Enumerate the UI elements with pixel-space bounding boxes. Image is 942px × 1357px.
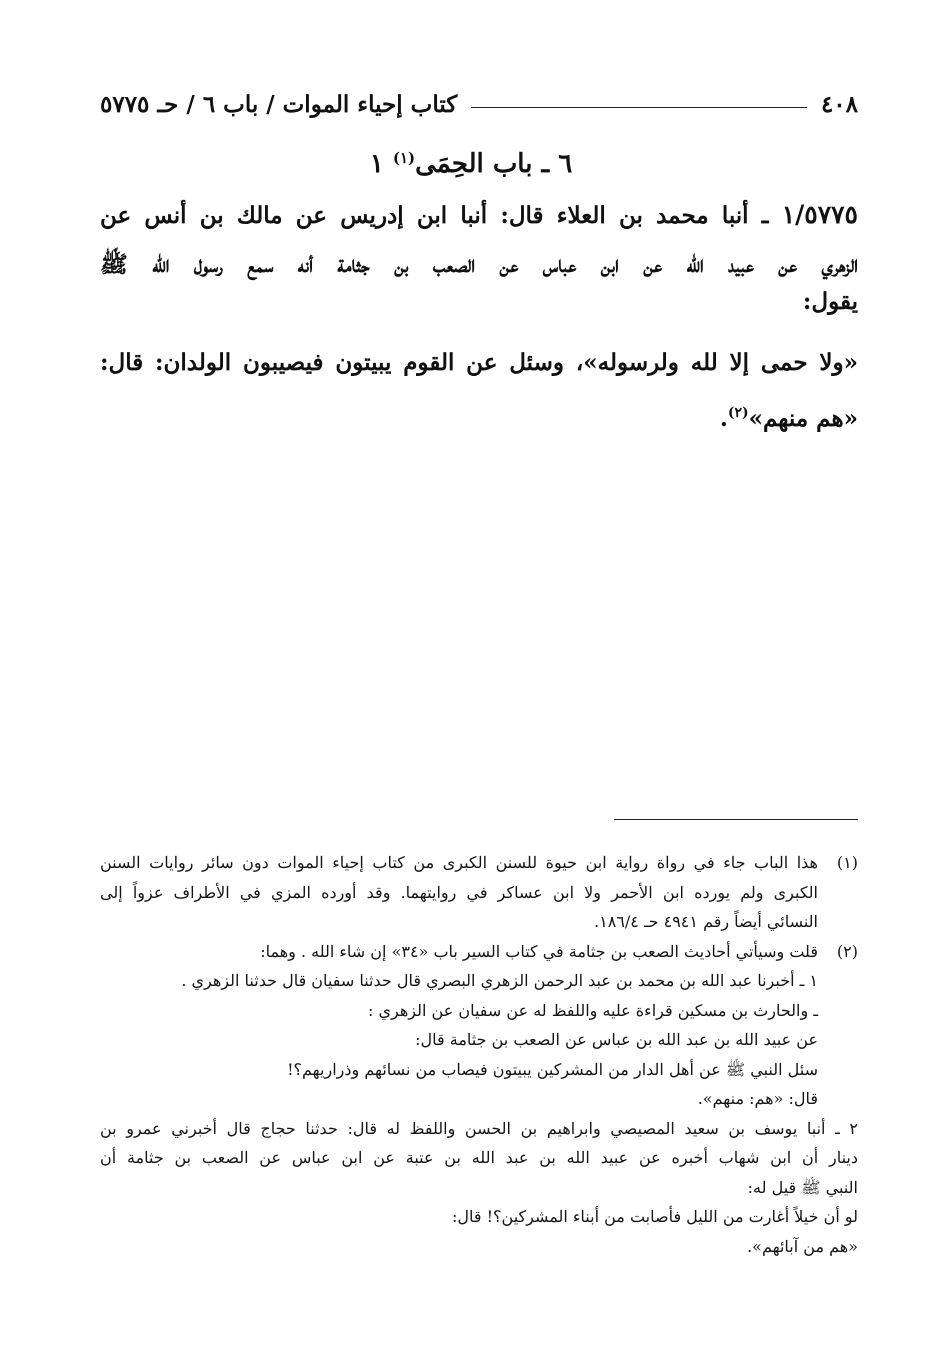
footnote-1-line-2: الكبرى ولم يورده ابن الأحمر ولا ابن عساكر في روايتهما. وقد أورده المزي في الأطراف عزواً إلى — [100, 882, 818, 902]
hadith-line-1 — [100, 190, 858, 240]
footnote-1-marker: (١) — [836, 853, 858, 872]
hadith-matn — [100, 338, 858, 444]
footnote-2-marker: (٢) — [836, 941, 858, 961]
chapter-title-suffix: ١ — [369, 149, 393, 179]
footnote-1-line-3: النسائي أيضاً رقم ٤٩٤١ حـ ١٨٦/٤. — [594, 912, 818, 931]
matn-footnote-ref: (٢) — [727, 405, 749, 421]
footnote-2-hadith-2-line-1: ٢ ـ أنبا يوسف بن سعيد المصيصي وابراهيم بن الحسن واللفظ له قال: حدثنا حجاج قال أخبرني عمرو بن — [100, 1118, 858, 1138]
footnote-2-hadith-1-line-5: قال: «هم: منهم». — [697, 1089, 818, 1108]
hadith-matn-line-2 — [100, 388, 858, 444]
running-title: كتاب إحياء الموات / باب ٦ / حـ ٥٧٧٥ — [100, 90, 458, 118]
hadith-matn-line-1: «ولا حمى إلا لله ولرسوله»، وسئل عن القوم يبيتون فيصيبون الولدان: قال: — [100, 349, 858, 376]
page-number: ٤٠٨ — [820, 90, 858, 118]
footnote-separator — [614, 819, 858, 820]
footnote-2-body — [100, 937, 818, 1114]
footnote-1 — [100, 848, 858, 937]
chapter-title — [0, 138, 942, 184]
hadith-isnad-line-1: ـ أنبا محمد بن العلاء قال: أنبا ابن إدريس عن مالك بن أنس عن — [100, 202, 782, 229]
footnote-2 — [100, 937, 858, 1114]
hadith-isnad-line-3: يقول: — [802, 288, 858, 315]
hadith-number: ١/٥٧٧٥ — [781, 200, 858, 229]
footnotes — [100, 848, 858, 1261]
hadith-isnad — [100, 190, 858, 315]
footnote-2-hadith-2-line-3: النبي ﷺ قيل له: — [747, 1177, 858, 1197]
page-header — [100, 84, 858, 124]
footnote-2-hadith-1-line-1: ١ ـ أخبرنا عبد الله بن محمد بن عبد الرحمن الزهري البصري قال حدثنا سفيان قال حدثنا الزهري . — [181, 971, 818, 990]
hadith-isnad-line-2: الزهري عن عبيد الله عن ابن عباس عن الصعب بن جثامة أنه سمع رسول الله ﷺ — [100, 251, 858, 278]
footnote-2-hadith-2-line-4: لو أن خيلاً أغارت من الليل فأصابت من أبناء المشركين؟! قال: — [451, 1207, 858, 1226]
footnote-2-hadith-1-line-2: ـ والحارث بن مسكين قراءة عليه واللفظ له عن سفيان عن الزهري : — [368, 1000, 818, 1020]
footnote-2-hadith-1-line-3: عن عبيد الله بن عبد الله بن عباس عن الصعب بن جثامة قال: — [415, 1030, 818, 1049]
footnote-2-hadith-2-line-5: «هم من آبائهم». — [747, 1236, 858, 1256]
header-rule — [471, 107, 807, 108]
footnote-1-line-1: هذا الباب جاء في رواة رواية ابن حيوة للسنن الكبرى من كتاب إحياء الموات دون سائر روايات السنن — [100, 853, 818, 872]
footnote-2-intro: قلت وسيأتي أحاديث الصعب بن جثامة في كتاب السير باب «٣٤» إن شاء الله . وهما: — [260, 941, 818, 961]
chapter-footnote-ref: (١) — [392, 149, 416, 167]
chapter-title-text: ٦ ـ باب الحِمَى — [415, 149, 573, 179]
footnote-2-hadith-1-line-4: سئل النبي ﷺ عن أهل الدار من المشركين يبيتون فيصاب من نسائهم وذراريهم؟! — [287, 1059, 818, 1079]
footnote-2-hadith-2-line-2: دينار أن ابن شهاب أخبره عن عبيد الله بن عبد الله بن عتبة عن ابن عباس عن الصعب بن جثامة أن — [100, 1148, 859, 1167]
matn-end: . — [719, 405, 728, 432]
hadith-matn-text-2: «هم منهم» — [748, 405, 858, 432]
footnote-2-hadith-2 — [100, 1114, 858, 1262]
footnote-1-body — [100, 848, 818, 937]
